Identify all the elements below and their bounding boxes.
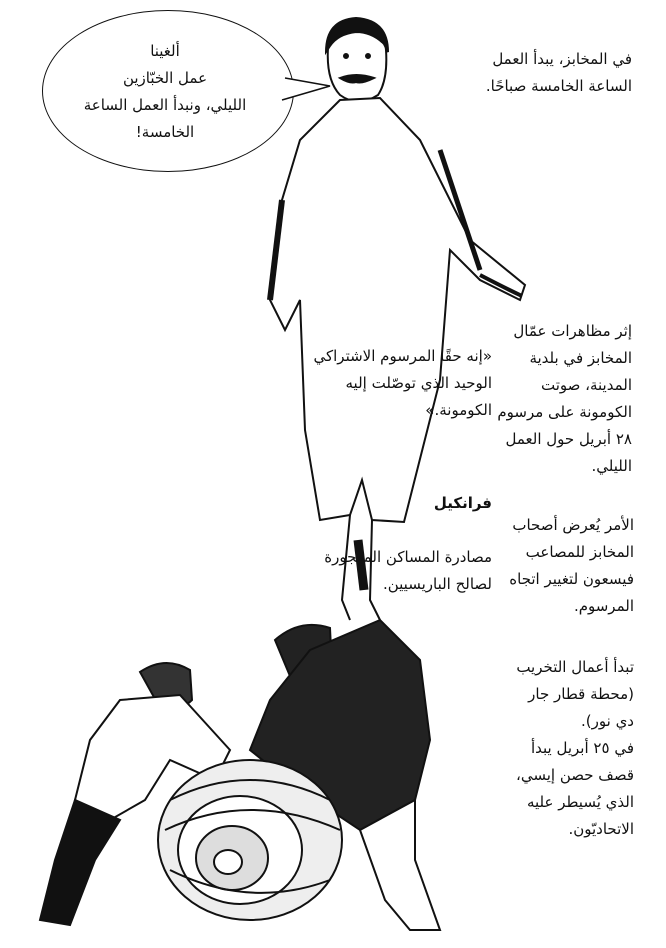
speech-bubble-text: ألغينا عمل الخبّازين الليلي، ونبدأ العمل الساعة الخامسة! (83, 42, 247, 141)
frankel-name: فرانكيل (433, 494, 492, 512)
caption-decree-april-28: إثر مظاهرات عمّال المخابز في بلدية المدينة، صوتت الكومونة على مرسوم ٢٨ أبريل حول العمل الليلي. (497, 322, 632, 475)
caption-bakers-difficulties: الأمر يُعرض أصحاب المخابز للمصاعب فيسعون لتغيير اتجاه المرسوم. (509, 516, 634, 615)
quote-socialist-decree: «إنه حقًا المرسوم الاشتراكي الوحيد الذي توصّلت إليه الكومونة.» (313, 347, 492, 419)
caption-bakery-hours: في المخابز، يبدأ العمل الساعة الخامسة صباحًا. (485, 50, 632, 95)
frankel-text: مصادرة المساكن المهجورة لصالح الباريسيين. (324, 548, 492, 593)
caption-sabotage-issy: تبدأ أعمال التخريب (محطة قطار جار دي نور). في ٢٥ أبريل يبدأ قصف حصن إيسي، الذي يُسيطر عليه الاتحاديّون. (515, 658, 634, 838)
